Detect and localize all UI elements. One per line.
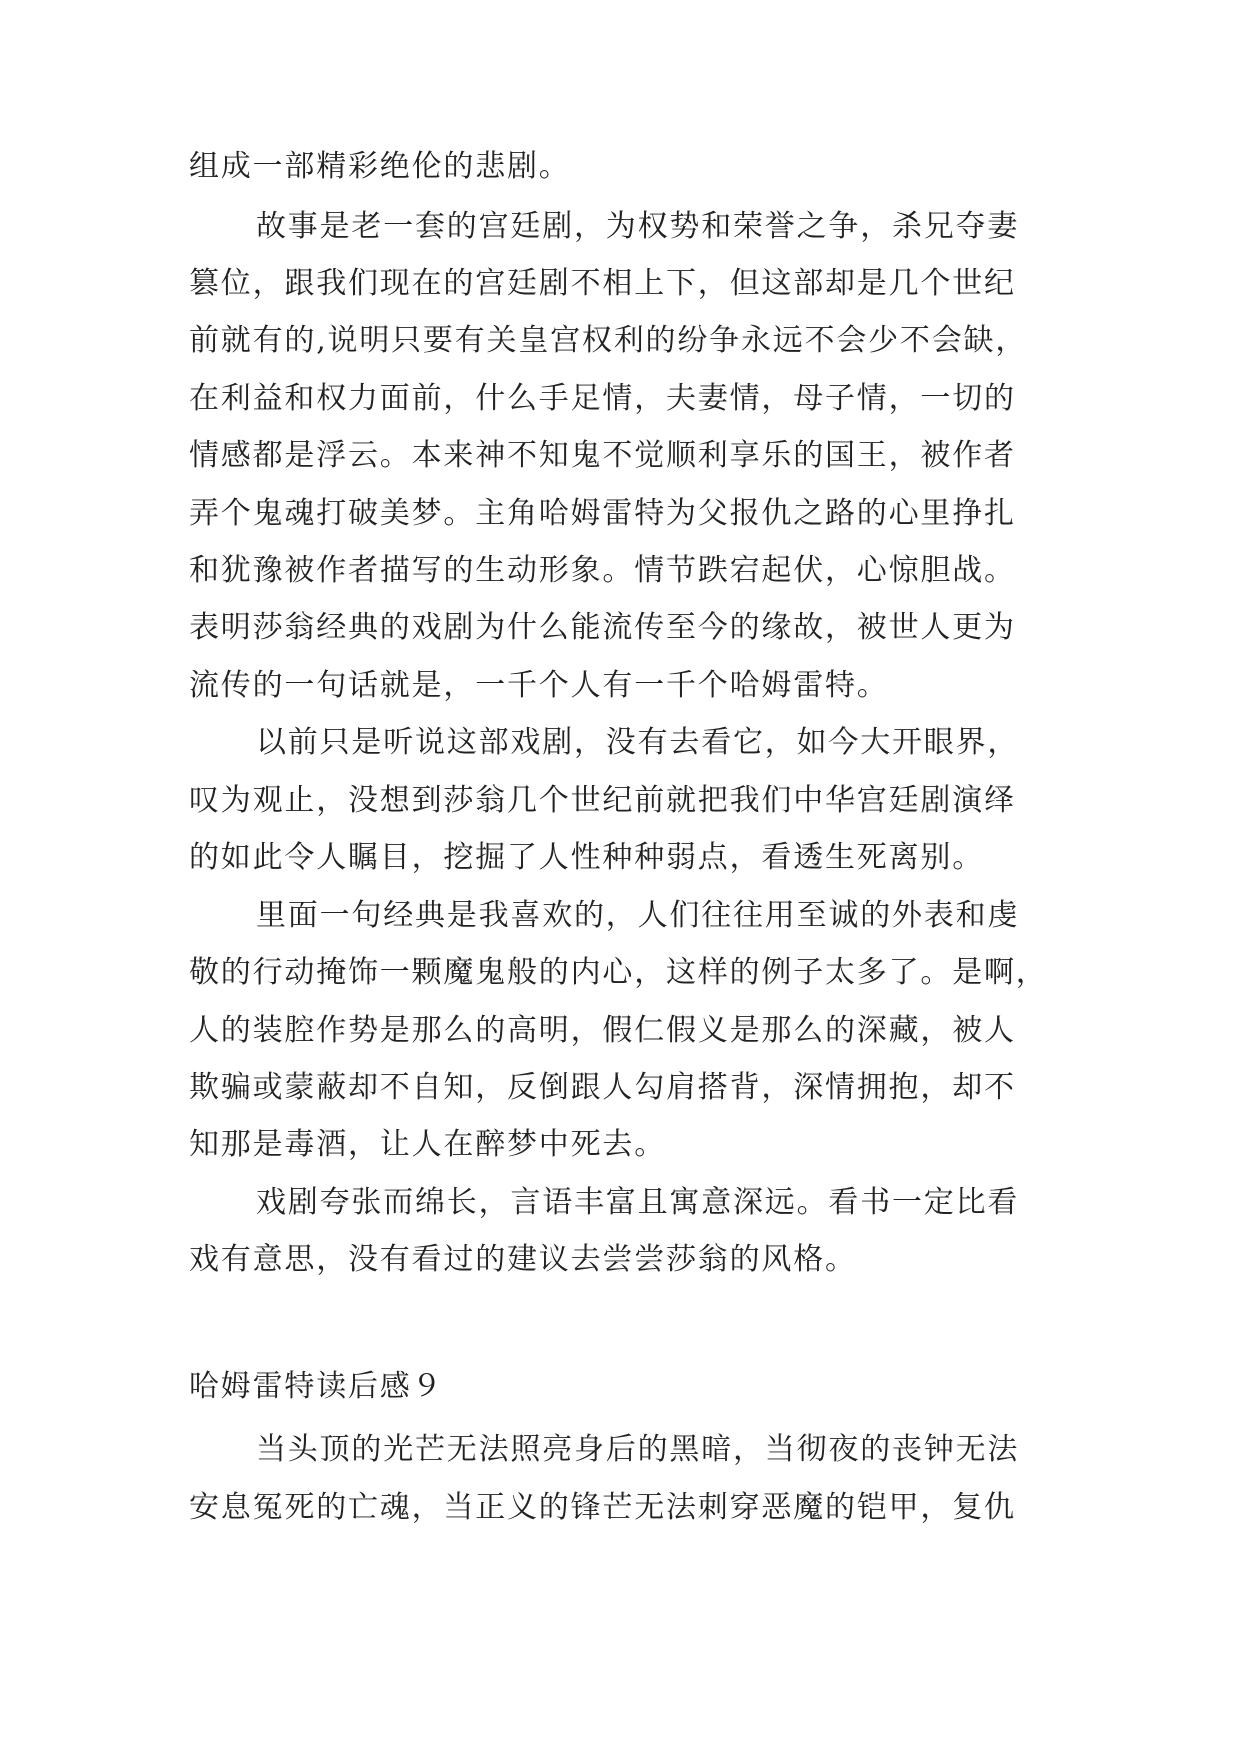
text-line: 组成一部精彩绝伦的悲剧。 bbox=[189, 149, 571, 184]
text-line: 欺骗或蒙蔽却不自知，反倒跟人勾肩搭背，深情拥抱，却不 bbox=[189, 1070, 1016, 1105]
section-title: 哈姆雷特读后感９ bbox=[189, 1369, 444, 1404]
text-line: 在利益和权力面前，什么手足情，夫妻情，母子情，一切的 bbox=[189, 381, 1016, 416]
text-line: 篡位，跟我们现在的宫廷剧不相上下，但这部却是几个世纪 bbox=[189, 266, 1016, 301]
text-line: 前就有的,说明只要有关皇宫权利的纷争永远不会少不会缺， bbox=[189, 323, 1028, 358]
text-line: 流传的一句话就是，一千个人有一千个哈姆雷特。 bbox=[189, 668, 889, 703]
paragraph-first-line: 里面一句经典是我喜欢的，人们往往用至诚的外表和虔 bbox=[256, 898, 1020, 933]
text-line: 敬的行动掩饰一颗魔鬼般的内心，这样的例子太多了。是啊， bbox=[189, 955, 1048, 990]
text-line: 人的装腔作势是那么的高明，假仁假义是那么的深藏，被人 bbox=[189, 1013, 1016, 1048]
text-line: 戏有意思，没有看过的建议去尝尝莎翁的风格。 bbox=[189, 1242, 857, 1277]
paragraph-first-line: 以前只是听说这部戏剧，没有去看它，如今大开眼界， bbox=[256, 725, 1020, 760]
text-line: 弄个鬼魂打破美梦。主角哈姆雷特为父报仇之路的心里挣扎 bbox=[189, 496, 1016, 531]
text-line: 表明莎翁经典的戏剧为什么能流传至今的缘故，被世人更为 bbox=[189, 610, 1016, 645]
text-line: 的如此令人瞩目，挖掘了人性种种弱点，看透生死离别。 bbox=[189, 840, 984, 875]
paragraph-first-line: 故事是老一套的宫廷剧，为权势和荣誉之争，杀兄夺妻 bbox=[256, 209, 1020, 244]
text-line: 叹为观止，没想到莎翁几个世纪前就把我们中华宫廷剧演绎 bbox=[189, 783, 1016, 818]
paragraph-first-line: 当头顶的光芒无法照亮身后的黑暗，当彻夜的丧钟无法 bbox=[256, 1432, 1020, 1467]
text-line: 和犹豫被作者描写的生动形象。情节跌宕起伏，心惊胆战。 bbox=[189, 553, 1016, 588]
text-line: 安息冤死的亡魂，当正义的锋芒无法刺穿恶魔的铠甲，复仇 bbox=[189, 1490, 1016, 1525]
text-line: 情感都是浮云。本来神不知鬼不觉顺利享乐的国王，被作者 bbox=[189, 438, 1016, 473]
paragraph-first-line: 戏剧夸张而绵长，言语丰富且寓意深远。看书一定比看 bbox=[256, 1185, 1020, 1220]
text-line: 知那是毒酒，让人在醉梦中死去。 bbox=[189, 1127, 666, 1162]
